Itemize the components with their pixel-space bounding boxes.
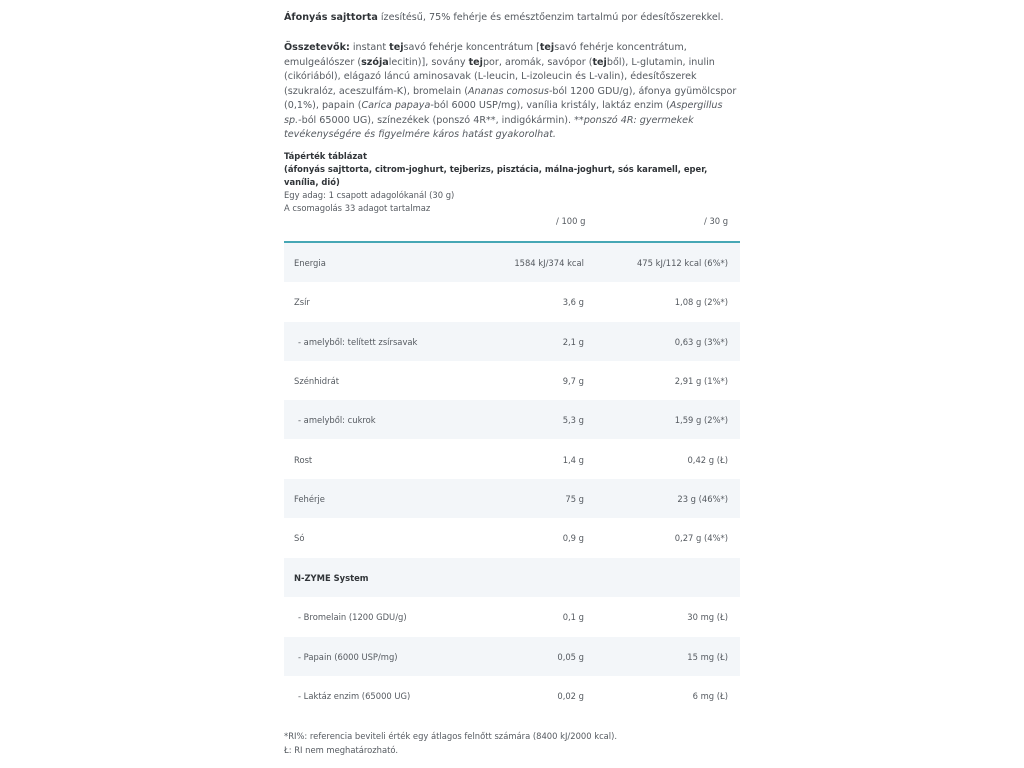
footnotes: [284, 729, 740, 757]
ingredients-text: -ból 6000 USP/mg), vanília kristály, laktáz enzim (: [430, 100, 670, 111]
column-header-100g: / 100 g: [556, 216, 586, 226]
value-per-100g: 0,05 g: [557, 651, 584, 662]
ingredients-heading: Összetevők:: [284, 42, 350, 53]
nutrition-header: [284, 150, 740, 215]
value-per-100g: 0,1 g: [562, 612, 584, 623]
row-label: - Papain (6000 USP/mg): [298, 651, 398, 662]
value-per-30g: 2,91 g (1%*): [674, 376, 728, 387]
product-description: [284, 11, 740, 26]
row-label: - Bromelain (1200 GDU/g): [298, 612, 407, 623]
row-label: Rost: [294, 454, 313, 465]
value-per-100g: 1584 kJ/374 kcal: [514, 258, 584, 268]
serving-size: Egy adag: 1 csapott adagolókanál (30 g): [284, 190, 455, 200]
table-row: [284, 558, 740, 597]
table-row: [284, 637, 740, 676]
value-per-30g: 1,08 g (2%*): [674, 297, 728, 308]
product-name: Áfonyás sajttorta: [284, 12, 378, 23]
ingredients-text: -ból 65000 UG), színezékek (ponszó 4R**, indigókármin).: [298, 114, 575, 126]
allergen-milk: tej: [539, 42, 555, 53]
value-per-100g: 3,6 g: [562, 297, 584, 308]
table-row: [284, 322, 740, 361]
latin-name: Carica papaya: [361, 100, 431, 111]
ingredients-text: savó fehérje koncentrátum, emulgeálószer (: [284, 42, 687, 68]
column-header-30g: / 30 g: [704, 216, 729, 226]
allergen-soy: szója: [361, 56, 389, 68]
row-label: Zsír: [294, 297, 310, 308]
ingredients-text: por, aromák, savópor (: [482, 56, 593, 68]
row-label: N-ZYME System: [294, 572, 369, 583]
value-per-30g: 23 g (46%*): [677, 494, 728, 505]
colorant-warning: **ponszó 4R: gyermekek tevékenységére és figyelmére káros hatást gyakorolhat.: [284, 114, 694, 140]
allergen-milk: tej: [592, 56, 607, 68]
value-per-30g: 475 kJ/112 kcal (6%*): [636, 258, 728, 268]
table-row: [284, 518, 740, 557]
row-label: Szénhidrát: [294, 376, 339, 387]
value-per-100g: 0,9 g: [562, 533, 584, 544]
value-per-100g: 0,02 g: [557, 690, 584, 701]
allergen-milk: tej: [389, 42, 404, 53]
table-row: [284, 597, 740, 636]
ingredients-text: -ból 1200 GDU/g), áfonya gyümölcspor (0,1%), papain (: [284, 85, 737, 111]
table-row: [284, 440, 740, 479]
value-per-30g: 0,42 g (Ł): [687, 454, 728, 465]
table-row: [284, 361, 740, 400]
row-label: - amelyből: telített zsírsavak: [298, 336, 418, 347]
value-per-30g: 1,59 g (2%*): [674, 415, 728, 426]
table-row: [284, 479, 740, 518]
row-label: Fehérje: [294, 494, 325, 505]
product-description-text: ízesítésű, 75% fehérje és emésztőenzim tartalmú por édesítőszerekkel.: [377, 12, 724, 23]
ingredients-text: lecitin)], sovány: [388, 56, 469, 68]
servings-per-pack: A csomagolás 33 adagot tartalmaz: [284, 203, 431, 213]
footnote-not-determined: Ł: RI nem meghatározható.: [284, 745, 399, 755]
ingredients-text: ből), L-glutamin, inulin (cikóriából), elágazó láncú aminosavak (L-leucin, L-izoleucin és L-valin), édesítőszerek (szukralóz, aceszulfám-K), bromelain (: [284, 56, 715, 97]
nutrition-flavors: (áfonyás sajttorta, citrom-joghurt, tejberizs, pisztácia, málna-joghurt, sós karamell, eper, vanília, dió): [284, 164, 708, 187]
row-label: - Laktáz enzim (65000 UG): [298, 690, 411, 701]
value-per-100g: 9,7 g: [562, 376, 584, 387]
ingredients-text: instant: [349, 42, 390, 53]
nutrition-title: Tápérték táblázat: [284, 151, 367, 161]
table-row: [284, 282, 740, 321]
value-per-30g: 15 mg (Ł): [687, 651, 728, 662]
value-per-100g: 5,3 g: [562, 415, 584, 426]
row-label: Só: [294, 533, 305, 544]
value-per-30g: 0,27 g (4%*): [674, 533, 728, 544]
ingredients-paragraph: [284, 41, 740, 143]
value-per-30g: 30 mg (Ł): [687, 612, 728, 623]
value-per-30g: 0,63 g (3%*): [674, 336, 728, 347]
value-per-100g: 2,1 g: [562, 336, 584, 347]
value-per-100g: 1,4 g: [562, 454, 584, 465]
value-per-100g: 75 g: [565, 494, 584, 505]
row-label: Energia: [294, 258, 326, 268]
latin-name: Ananas comosus: [467, 85, 549, 97]
value-per-30g: 6 mg (Ł): [692, 690, 728, 701]
table-row: [284, 400, 740, 439]
table-row: [284, 676, 740, 715]
footnote-ri: *RI%: referencia beviteli érték egy átlagos felnőtt számára (8400 kJ/2000 kcal).: [284, 731, 618, 741]
table-row: [284, 243, 740, 282]
allergen-milk: tej: [468, 56, 483, 68]
row-label: - amelyből: cukrok: [298, 415, 376, 426]
ingredients-text: savó fehérje koncentrátum [: [403, 42, 540, 53]
latin-name: Aspergillus sp.: [284, 100, 723, 126]
